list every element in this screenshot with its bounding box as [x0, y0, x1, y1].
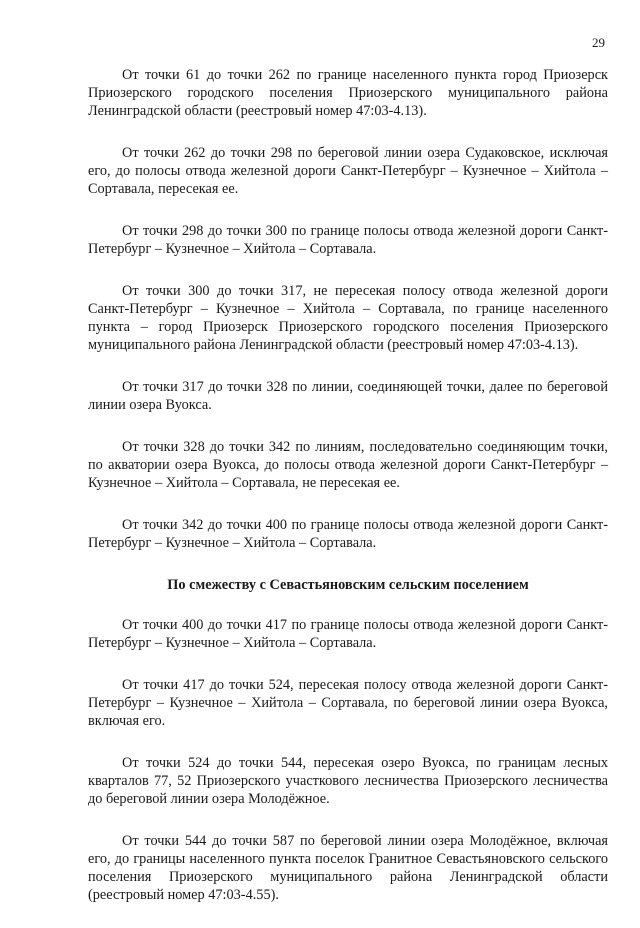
- paragraph: От точки 544 до точки 587 по береговой линии озера Молодёжное, включая его, до границы населенного пункта поселок Гранитное Севастьяновского сельского поселения Приозерского муниципального района Ленинградской области (реестровый номер 47:03-4.55).: [88, 833, 608, 903]
- paragraph: От точки 298 до точки 300 по границе полосы отвода железной дороги Санкт-Петербург – Кузнечное – Хийтола – Сортавала.: [88, 223, 608, 257]
- paragraph: От точки 317 до точки 328 по линии, соединяющей точки, далее по береговой линии озера Вуокса.: [88, 379, 608, 413]
- paragraph: От точки 342 до точки 400 по границе полосы отвода железной дороги Санкт-Петербург – Кузнечное – Хийтола – Сортавала.: [88, 517, 608, 551]
- paragraph: От точки 61 до точки 262 по границе населенного пункта город Приозерск Приозерского городского поселения Приозерского муниципального района Ленинградской области (реестровый номер 47:03-4.13).: [88, 67, 608, 119]
- document-body: [88, 66, 608, 928]
- paragraph: От точки 328 до точки 342 по линиям, последовательно соединяющим точки, по акватории озера Вуокса, до полосы отвода железной дороги Санкт-Петербург – Кузнечное – Хийтола – Сортавала, не пересекая ее.: [88, 439, 608, 491]
- paragraph: От точки 524 до точки 544, пересекая озеро Вуокса, по границам лесных кварталов 77, 52 Приозерского участкового лесничества Приозерского лесничества до береговой линии озера Молодёжное.: [88, 755, 608, 807]
- page-number: 29: [592, 35, 605, 50]
- paragraph: От точки 262 до точки 298 по береговой линии озера Судаковское, исключая его, до полосы отвода железной дороги Санкт-Петербург – Кузнечное – Хийтола – Сортавала, пересекая ее.: [88, 145, 608, 197]
- paragraph: От точки 400 до точки 417 по границе полосы отвода железной дороги Санкт-Петербург – Кузнечное – Хийтола – Сортавала.: [88, 617, 608, 651]
- paragraph: От точки 300 до точки 317, не пересекая полосу отвода железной дороги Санкт-Петербург – Кузнечное – Хийтола – Сортавала, по границе населенного пункта – город Приозерск Приозерского городского поселения Приозерского муниципального района Ленинградской области (реестровый номер 47:03-4.13).: [88, 283, 608, 353]
- section-heading: По смежеству с Севастьяновским сельским поселением: [167, 577, 529, 593]
- paragraph: От точки 417 до точки 524, пересекая полосу отвода железной дороги Санкт-Петербург – Кузнечное – Хийтола – Сортавала, по береговой линии озера Вуокса, включая его.: [88, 677, 608, 729]
